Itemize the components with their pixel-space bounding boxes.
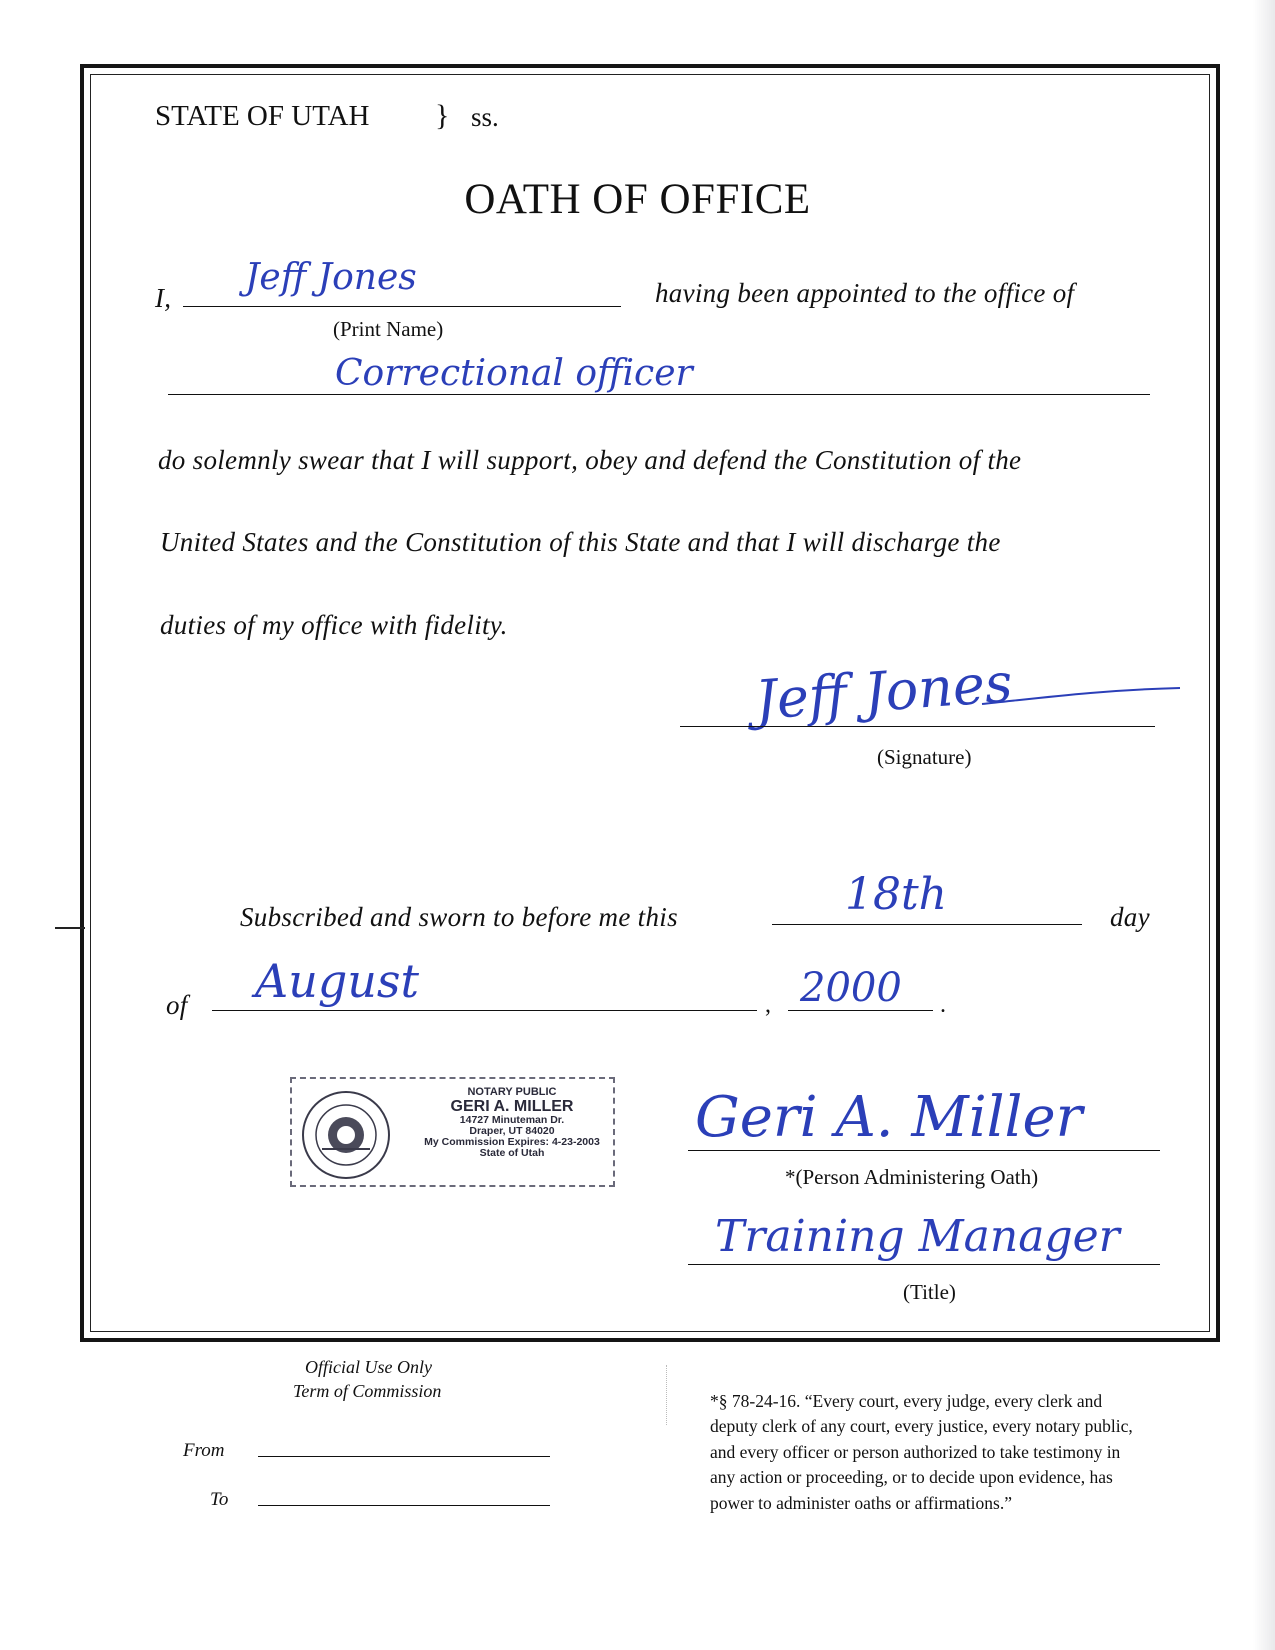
to-line [258,1505,550,1506]
notary-state: State of Utah [479,1147,545,1160]
scan-edge-shadow [1253,0,1275,1650]
ss-label: ss. [471,102,499,132]
signature-line [680,726,1155,727]
to-label: To [210,1489,229,1510]
signature-flourish [980,678,1185,708]
notary-commission-expires: My Commission Expires: 4-23-2003 [424,1136,600,1149]
day-label: day [1110,902,1150,932]
statute-line-2: deputy clerk of any court, every justice, every notary public, [710,1416,1133,1437]
name-handwritten: Jeff Jones [245,257,417,298]
title-line [688,1264,1160,1265]
statute-line-1: *§ 78-24-16. “Every court, every judge, every clerk and [710,1391,1103,1411]
month-handwritten: August [255,954,420,1008]
office-line [168,394,1150,395]
administrator-signature-handwritten: Geri A. Miller [695,1085,1083,1150]
statute-line-3: and every officer or person authorized to take testimony in [710,1441,1121,1462]
i-label: I, [155,283,172,313]
print-name-label: (Print Name) [333,317,444,341]
title-handwritten: Training Manager [715,1211,1120,1262]
notary-stamp-text [412,1087,612,1159]
notary-name: GERI A. MILLER [450,1097,574,1115]
period: . [940,992,946,1018]
column-divider [666,1365,667,1425]
signature-label: (Signature) [877,745,972,769]
oath-body-line-2: United States and the Constitution of this State and that I will discharge the [160,527,1001,557]
office-handwritten: Correctional officer [335,353,693,394]
year-line [788,1010,933,1011]
oath-body-line-1: do solemnly swear that I will support, obey and defend the Constitution of the [158,445,1022,475]
comma: , [765,992,771,1018]
signature-handwritten: Jeff Jones [753,651,1015,732]
subscribed-text: Subscribed and sworn to before me this [240,902,678,932]
state-label: STATE OF UTAH [155,100,370,132]
from-line [258,1456,550,1457]
notary-city: Draper, UT 84020 [469,1125,555,1138]
page-title: OATH OF OFFICE [464,176,811,223]
appointed-text: having been appointed to the office of [655,278,1075,308]
great-seal-of-utah-icon [300,1089,392,1181]
administrator-signature-line [688,1150,1160,1151]
of-label: of [166,990,188,1020]
administrator-label: *(Person Administering Oath) [785,1165,1039,1189]
month-line [212,1010,757,1011]
day-line [772,924,1082,925]
margin-tick [55,927,85,929]
from-label: From [183,1440,225,1461]
term-of-commission-heading: Term of Commission [293,1381,442,1401]
name-line [183,306,621,307]
statute-note [710,1389,1133,1516]
notary-stamp [290,1077,615,1187]
notary-address: 14727 Minuteman Dr. [459,1114,565,1127]
brace: } [435,99,450,132]
official-use-heading: Official Use Only [305,1357,432,1377]
oath-body-line-3: duties of my office with fidelity. [160,610,508,640]
day-handwritten: 18th [845,869,948,920]
statute-line-4: any action or proceeding, or to decide upon evidence, has [710,1467,1113,1488]
statute-line-5: power to administer oaths or affirmations.” [710,1492,1012,1513]
notary-public-label: NOTARY PUBLIC [467,1086,557,1098]
title-label: (Title) [903,1280,956,1304]
year-handwritten: 2000 [800,965,902,1011]
